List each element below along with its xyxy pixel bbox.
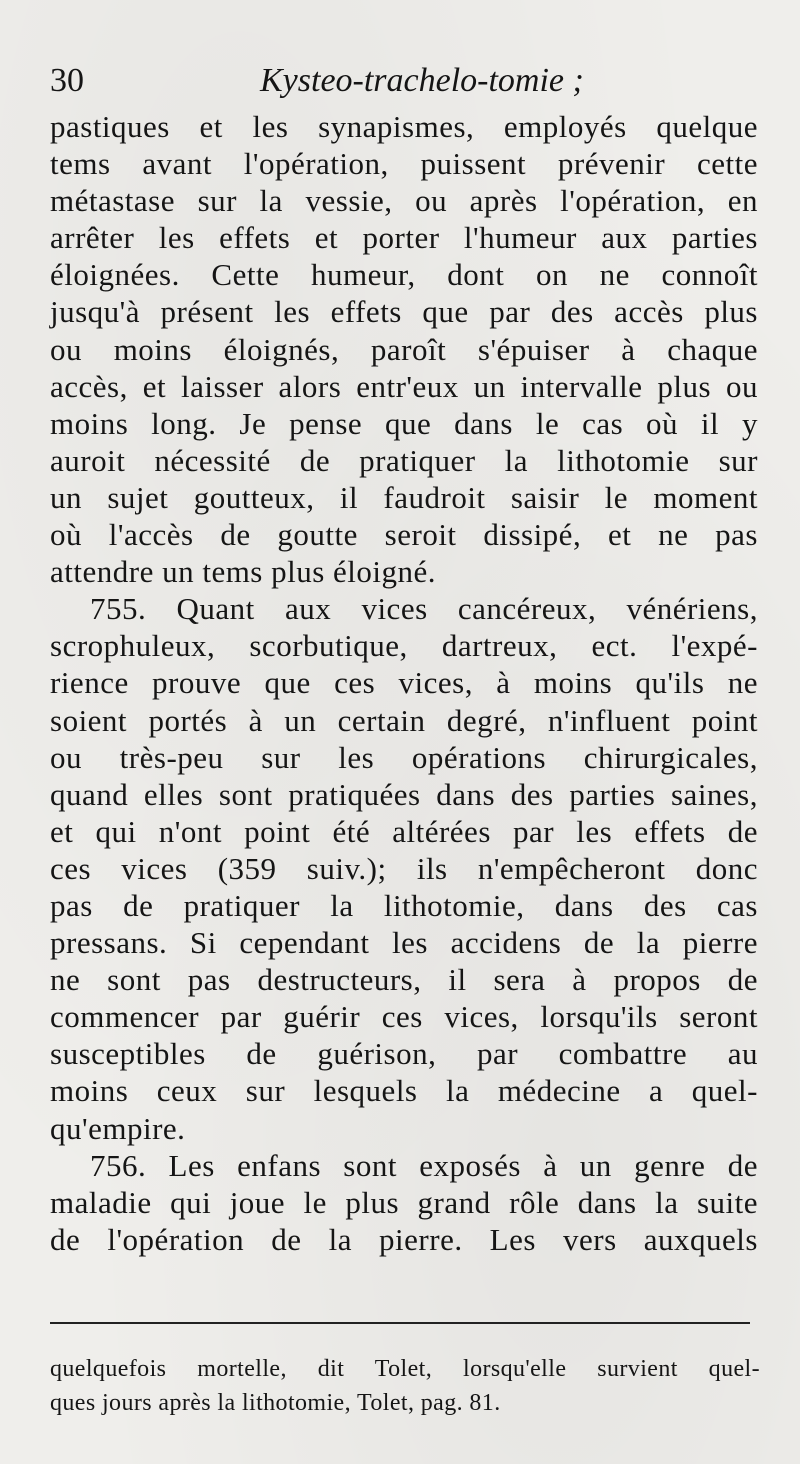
text-line: auroit nécessité de pratiquer la lithotomie sur (50, 442, 758, 478)
text-line: pas de pratiquer la lithotomie, dans des cas (50, 887, 758, 923)
text-line: moins long. Je pense que dans le cas où il y (50, 405, 758, 441)
text-line: métastase sur la vessie, ou après l'opération, en (50, 183, 758, 219)
page-number: 30 (50, 62, 84, 99)
paragraph-756-start: 756. Les enfans sont exposés à un genre de (90, 1147, 758, 1183)
text-line: pressans. Si cependant les accidens de la pierre (50, 925, 758, 961)
text-line: tems avant l'opération, puissent prévenir cette (50, 146, 758, 182)
main-text (50, 108, 758, 1258)
text-line: de l'opération de la pierre. Les vers auxquels (50, 1221, 758, 1257)
footnote-divider (50, 1322, 750, 1324)
text-line: jusqu'à présent les effets que par des accès plus (50, 294, 758, 330)
text-line: accès, et laisser alors entr'eux un intervalle plus ou (50, 368, 758, 404)
footnote-line: quelquefois mortelle, dit Tolet, lorsqu'elle survient quel- (50, 1356, 760, 1382)
text-line: ou moins éloignés, paroît s'épuiser à chaque (50, 331, 758, 367)
text-line: arrêter les effets et porter l'humeur aux parties (50, 220, 758, 256)
text-line: quand elles sont pratiquées dans des parties saines, (50, 776, 758, 812)
text-line: moins ceux sur lesquels la médecine a quel- (50, 1073, 758, 1109)
text-line: ces vices (359 suiv.); ils n'empêcheront donc (50, 850, 758, 886)
text-line: un sujet goutteux, il faudroit saisir le moment (50, 479, 758, 515)
text-line: attendre un tems plus éloigné. (50, 554, 437, 590)
text-line: scrophuleux, scorbutique, dartreux, ect. l'expé- (50, 628, 758, 664)
text-line: rience prouve que ces vices, à moins qu'ils ne (50, 665, 758, 701)
page-header (50, 62, 750, 110)
footnote-line: ques jours après la lithotomie, Tolet, pag. 81. (50, 1390, 501, 1416)
text-line: qu'empire. (50, 1110, 186, 1146)
text-line: maladie qui joue le plus grand rôle dans la suite (50, 1184, 758, 1220)
text-line: et qui n'ont point été altérées par les effets de (50, 813, 758, 849)
running-title: Kysteo-trachelo-tomie ; (260, 62, 584, 99)
footnote (50, 1352, 760, 1420)
text-line: soient portés à un certain degré, n'influent point (50, 702, 758, 738)
text-line: susceptibles de guérison, par combattre au (50, 1036, 758, 1072)
text-line: commencer par guérir ces vices, lorsqu'ils seront (50, 999, 758, 1035)
text-line: ou très-peu sur les opérations chirurgicales, (50, 739, 758, 775)
text-line: où l'accès de goutte seroit dissipé, et ne pas (50, 517, 758, 553)
text-line: ne sont pas destructeurs, il sera à propos de (50, 962, 758, 998)
paragraph-755-start: 755. Quant aux vices cancéreux, vénériens, (90, 591, 758, 627)
text-line: éloignées. Cette humeur, dont on ne connoît (50, 257, 758, 293)
text-line: pastiques et les synapismes, employés quelque (50, 109, 758, 144)
